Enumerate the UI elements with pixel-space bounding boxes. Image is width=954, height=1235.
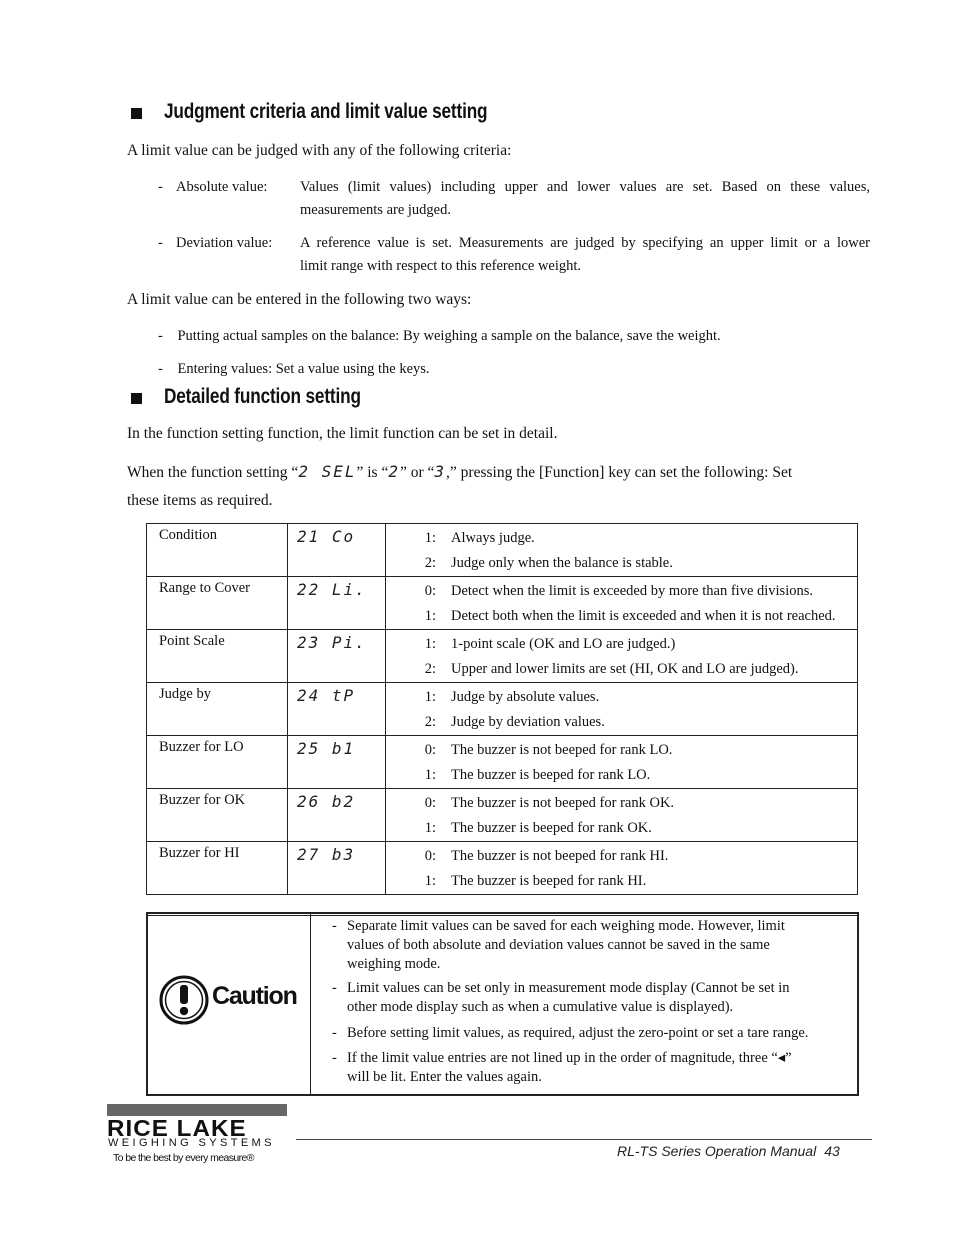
option-item: 0: The buzzer is not beeped for rank OK. [424,795,675,811]
table-row [147,789,858,842]
paragraph-function-intro: In the function setting function, the limit function can be set in detail. [127,425,558,442]
option-item: 2: Judge only when the balance is stable. [424,555,673,571]
setting-code-cell [288,630,386,683]
section-heading-detailed: Detailed function setting [164,385,361,408]
setting-code-cell [288,736,386,789]
entry-way-item: - Entering values: Set a value using the keys. [158,361,430,377]
setting-options-cell [386,789,858,842]
segment-display-code: 23 Pi. [297,633,367,652]
option-item: 1: The buzzer is beeped for rank LO. [424,767,651,783]
segment-display-code: 26 b2 [297,792,356,811]
setting-options-cell [386,683,858,736]
caution-box [146,912,859,1096]
option-item: 2: Upper and lower limits are set (HI, OK and LO are judged). [424,661,799,677]
criteria-label: Absolute value: [176,179,268,195]
criteria-label: Deviation value: [176,235,273,251]
paragraph-function-setting: When the function setting “2 SEL” is “2” or “3,” pressing the [Function] key can set the following: Set these items as required. [127,462,793,509]
option-item: 1: Detect both when the limit is exceeded and when it is not reached. [424,608,836,624]
table-row [147,577,858,630]
list-dash: - [158,361,163,377]
list-dash: - [158,328,163,344]
caution-icon [158,974,210,1031]
table-row [147,736,858,789]
option-item: 1: Judge by absolute values. [424,689,600,705]
option-item: 2: Judge by deviation values. [424,714,605,730]
option-item: 0: The buzzer is not beeped for rank LO. [424,742,673,758]
rice-lake-logo: RICE LAKE WEIGHING SYSTEMS To be the best by every measure® [107,1104,293,1168]
section-bullet-icon [131,108,142,119]
option-item: 0: Detect when the limit is exceeded by more than five divisions. [424,583,813,599]
setting-name-cell: Condition [147,524,288,577]
setting-name-cell: Range to Cover [147,577,288,630]
setting-code-cell [288,842,386,895]
setting-options-cell [386,630,858,683]
segment-display-code: 21 Co [297,527,356,546]
page-number: 43 [824,1143,840,1159]
setting-options-cell [386,736,858,789]
paragraph-entry-intro: A limit value can be entered in the following two ways: [127,291,472,308]
footer-manual-title: RL-TS Series Operation Manual 43 [617,1143,840,1159]
setting-options-cell [386,842,858,895]
caution-note: - If the limit value entries are not lined up in the order of magnitude, three “◂” will be lit. Enter the values again. [332,1050,792,1085]
setting-code-cell [288,524,386,577]
setting-name-cell: Buzzer for LO [147,736,288,789]
option-item: 1: The buzzer is beeped for rank HI. [424,873,647,889]
setting-name-cell: Buzzer for OK [147,789,288,842]
list-dash: - [158,235,163,251]
criteria-text: A reference value is set. Measurements are judged by specifying an upper limit or a lower limit range with respect to this reference weight. [300,235,870,274]
table-row [147,524,858,577]
entry-way-item: - Putting actual samples on the balance: By weighing a sample on the balance, save the weight. [158,328,721,344]
option-item: 0: The buzzer is not beeped for rank HI. [424,848,669,864]
setting-name-cell: Judge by [147,683,288,736]
caution-note: - Limit values can be set only in measurement mode display (Cannot be set in other mode display such as when a cumulative value is displayed). [332,980,790,1015]
section-bullet-icon [131,393,142,404]
setting-code-cell [288,683,386,736]
option-item: 1: Always judge. [424,530,535,546]
setting-name-cell: Point Scale [147,630,288,683]
segment-display-code: 27 b3 [297,845,356,864]
list-dash: - [158,179,163,195]
table-row [147,683,858,736]
table-row [147,630,858,683]
option-item: 1: 1-point scale (OK and LO are judged.) [424,636,676,652]
function-settings-table [146,523,858,895]
caution-note: - Separate limit values can be saved for each weighing mode. However, limit values of both absolute and deviation values cannot be saved in the same weighing mode. [332,918,785,972]
table-row [147,842,858,895]
segment-display-code: 25 b1 [297,739,356,758]
segment-display-code: 22 Li. [297,580,367,599]
segment-display-3: 3 [434,462,447,481]
footer-rule [296,1139,872,1140]
caution-label: Caution [212,982,297,1010]
setting-options-cell [386,524,858,577]
setting-code-cell [288,577,386,630]
setting-name-cell: Buzzer for HI [147,842,288,895]
setting-options-cell [386,577,858,630]
paragraph-criteria-intro: A limit value can be judged with any of the following criteria: [127,142,512,159]
caution-note: - Before setting limit values, as required, adjust the zero-point or set a tare range. [332,1025,809,1041]
setting-code-cell [288,789,386,842]
segment-display-sel: 2 SEL [298,462,357,481]
segment-display-code: 24 tP [297,686,356,705]
option-item: 1: The buzzer is beeped for rank OK. [424,820,652,836]
section-heading-judgment: Judgment criteria and limit value setting [164,100,488,123]
criteria-text: Values (limit values) including upper and lower values are set. Based on these values, measurements are judged. [300,179,870,218]
segment-display-2: 2 [388,462,400,481]
